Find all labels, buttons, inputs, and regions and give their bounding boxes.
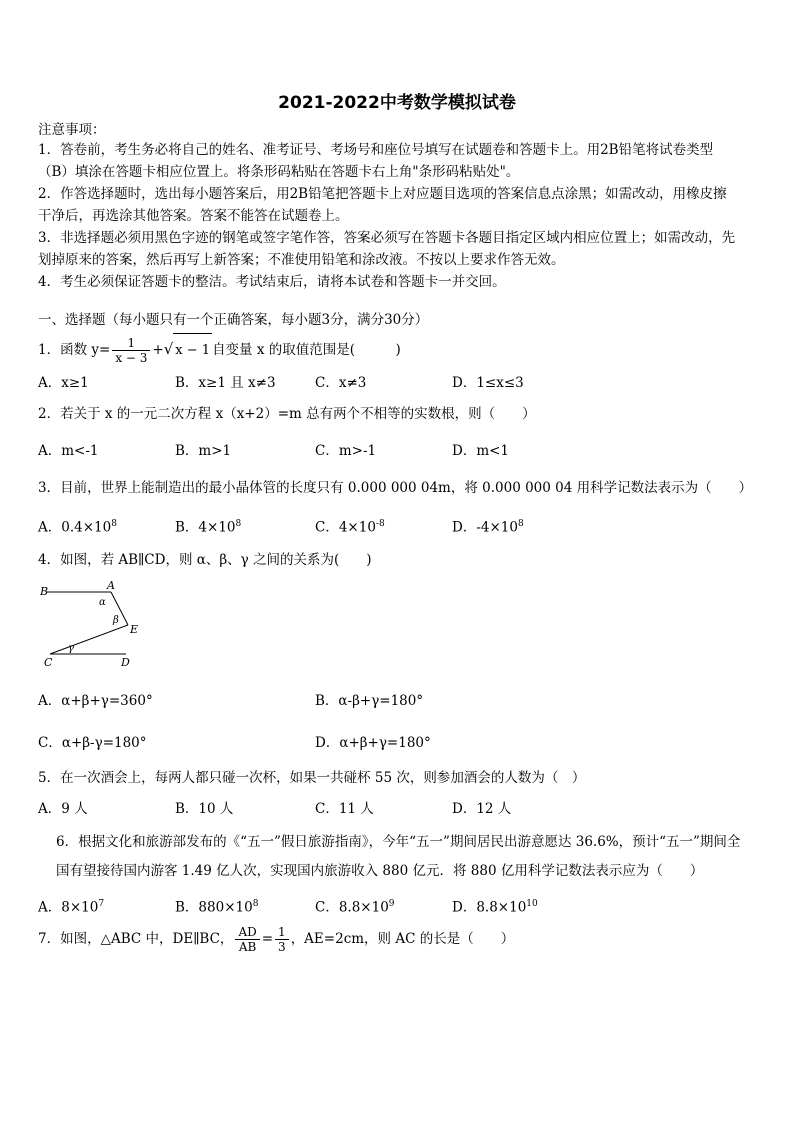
q6-b-exp: 8 xyxy=(252,899,259,909)
q1-prefix: 1．函数 y= xyxy=(38,342,111,358)
q6-c-exp: 9 xyxy=(388,899,395,909)
question-7 xyxy=(38,922,760,956)
q3-d-base: D．-4×10 xyxy=(452,519,518,536)
q7-prefix: 7．如图，△ABC 中，DE∥BC， xyxy=(38,931,234,947)
q3-option-a xyxy=(38,515,117,537)
q4-diagram xyxy=(36,580,146,670)
q7-fraction-1 xyxy=(235,925,259,954)
q4-option-c: C．α+β-γ=180° xyxy=(38,735,147,751)
notice-item: 1．答卷前，考生务必将自己的姓名、准考证号、考场号和座位号填写在试题卷和答题卡上。用2B铅笔将试卷类型 xyxy=(38,142,714,158)
q7-frac1-den: AB xyxy=(238,940,257,954)
notice-item: 3．非选择题必须用黑色字迹的钢笔或签字笔作答，答案必须写在答题卡各题目指定区域内相应位置上；如需改动，先 xyxy=(38,230,736,246)
q7-frac2-den: 3 xyxy=(278,940,286,954)
q7-frac2-num: 1 xyxy=(275,925,289,940)
q6-d-base: D．8.8×10 xyxy=(452,899,527,916)
question-2: 2．若关于 x 的一元二次方程 x（x+2）=m 总有两个不相等的实数根，则（ ） xyxy=(38,406,536,422)
q6-d-exp: 10 xyxy=(526,899,538,909)
q3-c-exp: -8 xyxy=(375,519,385,529)
q5-option-a: A．9 人 xyxy=(38,801,88,817)
notice-item: （B）填涂在答题卡相应位置上。将条形码粘贴在答题卡右上角"条形码粘贴处"。 xyxy=(38,164,520,180)
question-1 xyxy=(38,332,760,368)
q5-option-d: D．12 人 xyxy=(452,801,512,817)
q1-frac-den: x − 3 xyxy=(115,351,148,365)
q7-eq: = xyxy=(261,931,274,947)
q4-option-b: B．α-β+γ=180° xyxy=(315,693,424,709)
q1-option-c: C．x≠3 xyxy=(315,375,367,391)
q3-a-base: A．0.4×10 xyxy=(38,519,112,536)
q1-sqrt: x − 1 xyxy=(173,333,212,368)
page-title: 2021-2022中考数学模拟试卷 xyxy=(278,93,516,113)
q5-option-c: C．11 人 xyxy=(315,801,374,817)
q6-option-b xyxy=(175,895,258,917)
q3-a-exp: 8 xyxy=(111,519,117,529)
question-6-line1: 6．根据文化和旅游部发布的《“五一”假日旅游指南》，今年“五一”期间居民出游意愿达 36.6%，预计“五一”期间全 xyxy=(56,834,741,850)
q1-fraction xyxy=(112,336,150,365)
q3-d-exp: 8 xyxy=(517,519,524,529)
q6-a-exp: 7 xyxy=(98,899,105,909)
q6-option-a xyxy=(38,895,104,917)
q6-b-base: B．880×10 xyxy=(175,899,253,916)
q5-option-b: B．10 人 xyxy=(175,801,234,817)
q1-option-b: B．x≥1 且 x≠3 xyxy=(175,375,276,391)
q7-fraction-2 xyxy=(275,925,289,954)
q4-option-d: D．α+β+γ=180° xyxy=(315,735,431,751)
q6-option-c xyxy=(315,895,395,917)
q6-a-base: A．8×10 xyxy=(38,899,99,916)
question-3: 3．目前，世界上能制造出的最小晶体管的长度只有 0.000 000 04m，将 0.000 000 04 用科学记数法表示为（ ） xyxy=(38,480,753,496)
q2-option-d: D．m<1 xyxy=(452,443,510,459)
question-4: 4．如图，若 AB∥CD，则 α、β、γ 之间的关系为( ) xyxy=(38,552,372,568)
notice-item: 干净后，再选涂其他答案。答案不能答在试题卷上。 xyxy=(38,208,349,224)
q1-frac-num: 1 xyxy=(112,336,150,351)
q2-option-b: B．m>1 xyxy=(175,443,232,459)
q7-frac1-num: AD xyxy=(235,925,259,940)
q1-option-d: D．1≤x≤3 xyxy=(452,375,524,391)
q4-option-a: A．α+β+γ=360° xyxy=(38,693,153,709)
q3-c-base: C．4×10 xyxy=(315,519,376,536)
q3-b-exp: 8 xyxy=(235,519,242,529)
label-b: B xyxy=(40,585,49,598)
notice-item: 2．作答选择题时，选出每小题答案后，用2B铅笔把答题卡上对应题目选项的答案信息点涂黑；如需改动，用橡皮擦 xyxy=(38,186,727,202)
q2-option-c: C．m>-1 xyxy=(315,443,377,459)
q3-option-c xyxy=(315,515,385,537)
notice-item: 4．考生必须保证答题卡的整洁。考试结束后，请将本试卷和答题卡一并交回。 xyxy=(38,274,506,290)
question-5: 5．在一次酒会上，每两人都只碰一次杯，如果一共碰杯 55 次，则参加酒会的人数为（ ） xyxy=(38,770,586,786)
label-gamma: γ xyxy=(68,643,74,654)
q3-option-d xyxy=(452,515,524,537)
q1-suffix: 自变量 x 的取值范围是( ) xyxy=(212,342,401,358)
q7-suffix: ，AE=2cm，则 AC 的长是（ ） xyxy=(290,931,515,947)
q1-option-a: A．x≥1 xyxy=(38,375,89,391)
label-a: A xyxy=(107,580,115,592)
q3-option-b xyxy=(175,515,241,537)
q3-b-base: B．4×10 xyxy=(175,519,236,536)
label-alpha: α xyxy=(99,597,106,608)
question-6-line2: 国有望接待国内游客 1.49 亿人次，实现国内旅游收入 880 亿元．将 880 亿用科学记数法表示应为（ ） xyxy=(56,863,704,879)
label-c: C xyxy=(44,656,53,669)
line-ec xyxy=(50,625,128,654)
q6-c-base: C．8.8×10 xyxy=(315,899,389,916)
notice-heading: 注意事项： xyxy=(38,122,106,138)
label-beta: β xyxy=(113,615,119,626)
label-e: E xyxy=(130,623,139,636)
q2-option-a: A．m<-1 xyxy=(38,443,99,459)
section-heading: 一、选择题（每小题只有一个正确答案，每小题3分，满分30分） xyxy=(38,312,429,328)
q6-option-d xyxy=(452,895,538,917)
q1-plus: + xyxy=(152,342,164,358)
sqrt-icon: √ xyxy=(163,340,174,358)
label-d: D xyxy=(121,656,130,669)
notice-item: 划掉原来的答案，然后再写上新答案；不准使用铅笔和涂改液。不按以上要求作答无效。 xyxy=(38,252,565,268)
